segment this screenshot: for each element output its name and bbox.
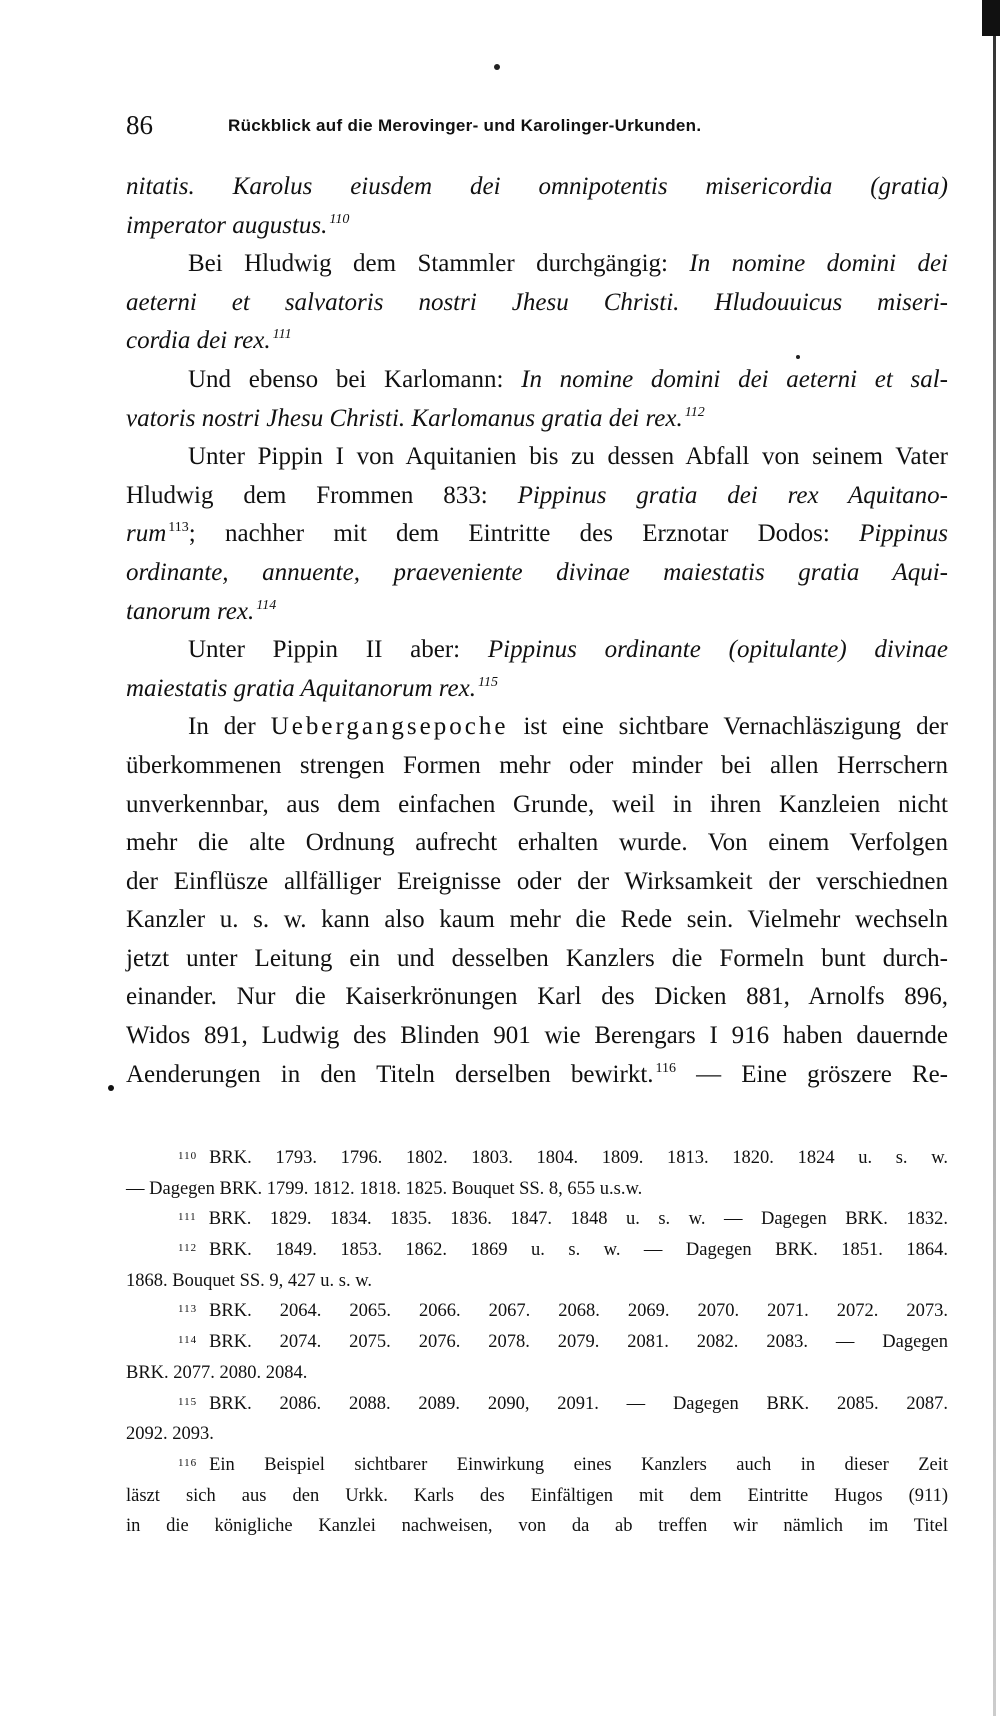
scan-edge-line: [993, 36, 996, 1716]
footnote-ref: 114: [256, 597, 277, 613]
footnote-line: in die königliche Kanzlei nachweisen, von da ab treffen wir nämlich im Titel: [126, 1516, 948, 1537]
footnote-line: $^{115}$ BRK. 2086. 2088. 2089. 2090, 2091. — Dagegen BRK. 2085. 2087.: [178, 1393, 948, 1414]
speck-top: [494, 64, 500, 70]
text-line: jetzt unter Leitung ein und desselben Kanzlers die Formeln bunt durch-: [126, 944, 948, 972]
footnote-number: 114: [178, 1334, 198, 1347]
footnote-line: $^{112}$ BRK. 1849. 1853. 1862. 1869 u. s. w. — Dagegen BRK. 1851. 1864.: [178, 1240, 948, 1261]
footnote-number: 116: [178, 1456, 198, 1469]
text-line: In der Uebergangsepoche ist eine sichtbare Vernachläszigung der: [188, 713, 949, 741]
text-line: vatoris nostri Jhesu Christi. Karlomanus gratia dei rex. $^{112}$: [126, 404, 705, 432]
text-line: Aenderungen in den Titeln derselben bewirkt. $^{116}$ — Eine gröszere Re-: [126, 1060, 948, 1088]
footnote-line: 2092. 2093.: [126, 1424, 214, 1445]
text-line: nitatis. Karolus eiusdem dei omnipotentis misericordia (gratia): [126, 173, 948, 200]
footnote-line: $^{116}$ Ein Beispiel sichtbarer Einwirkung eines Kanzlers auch in dieser Zeit: [178, 1454, 948, 1475]
text-line: aeterni et salvatoris nostri Jhesu Christi. Hludouuicus miseri-: [126, 288, 948, 316]
text-line: Widos 891, Ludwig des Blinden 901 wie Berengars I 916 haben dauernde: [126, 1022, 948, 1050]
running-title: Rückblick auf die Merovinger- und Karolinger-Urkunden.: [228, 116, 702, 135]
text-line: Kanzler u. s. w. kann also kaum mehr die Rede sein. Vielmehr wechseln: [126, 906, 948, 934]
text-line: Unter Pippin I von Aquitanien bis zu dessen Abfall von seinem Vater: [188, 443, 948, 471]
footnote-line: 1868. Bouquet SS. 9, 427 u. s. w.: [126, 1270, 373, 1291]
footnote-ref: 116: [655, 1060, 676, 1076]
footnote-number: 112: [178, 1242, 198, 1255]
text-line: ordinante, annuente, praeveniente divinae maiestatis gratia Aqui-: [126, 558, 948, 586]
footnote-number: 111: [178, 1211, 197, 1224]
footnote-line: — Dagegen BRK. 1799. 1812. 1818. 1825. Bouquet SS. 8, 655 u.s.w.: [126, 1178, 643, 1199]
text-line: imperator augustus. $^{110}$: [126, 211, 350, 239]
footnote-ref: 113: [168, 520, 189, 536]
footnote-ref: 115: [478, 674, 498, 690]
text-line: Hludwig dem Frommen 833: Pippinus gratia dei rex Aquitano-: [126, 481, 948, 509]
page-number: 86: [126, 110, 153, 140]
text-line: Und ebenso bei Karlomann: In nomine domini dei aeterni et sal-: [188, 365, 948, 393]
footnote-line: BRK. 2077. 2080. 2084.: [126, 1362, 308, 1383]
text-line: cordia dei rex. $^{111}$: [126, 327, 292, 355]
scan-edge-mark: [982, 0, 1000, 36]
footnote-ref: 111: [272, 327, 292, 343]
text-line: maiestatis gratia Aquitanorum rex. $^{115}$: [126, 674, 498, 702]
footnote-line: $^{113}$ BRK. 2064. 2065. 2066. 2067. 2068. 2069. 2070. 2071. 2072. 2073.: [178, 1301, 948, 1322]
footnote-line: läszt sich aus den Urkk. Karls des Einfältigen mit dem Eintritte Hugos (911): [126, 1485, 948, 1506]
text-line: der Einflüsze allfälliger Ereignisse oder der Wirksamkeit der verschiednen: [126, 867, 948, 895]
footnote-ref: 110: [329, 211, 350, 227]
margin-dot: [108, 1085, 114, 1091]
text-line: tanorum rex. $^{114}$: [126, 597, 277, 625]
footnote-ref: 112: [684, 404, 705, 420]
body-text: [126, 168, 948, 1094]
text-line: Bei Hludwig dem Stammler durchgängig: In nomine domini dei: [188, 250, 949, 278]
text-line: rum $^{113}$; nachher mit dem Eintritte des Erznotar Dodos: Pippinus: [126, 520, 948, 548]
text-line: Unter Pippin II aber: Pippinus ordinante (opitulante) divinae: [188, 636, 948, 664]
text-line: unverkennbar, aus dem einfachen Grunde, weil in ihren Kanzleien nicht: [126, 790, 948, 818]
footnotes: [126, 1143, 948, 1542]
footnote-line: $^{111}$ BRK. 1829. 1834. 1835. 1836. 1847. 1848 u. s. w. — Dagegen BRK. 1832.: [178, 1209, 948, 1230]
footnote-number: 115: [178, 1395, 198, 1408]
text-line: überkommenen strengen Formen mehr oder minder bei allen Herrschern: [126, 751, 948, 779]
footnote-line: $^{110}$ BRK. 1793. 1796. 1802. 1803. 1804. 1809. 1813. 1820. 1824 u. s. w.: [178, 1148, 948, 1168]
footnote-line: $^{114}$ BRK. 2074. 2075. 2076. 2078. 2079. 2081. 2082. 2083. — Dagegen: [178, 1332, 948, 1353]
footnote-number: 110: [178, 1150, 198, 1162]
footnote-number: 113: [178, 1303, 198, 1316]
text-line: einander. Nur die Kaiserkrönungen Karl des Dicken 881, Arnolfs 896,: [126, 983, 948, 1011]
text-line: mehr die alte Ordnung aufrecht erhalten wurde. Von einem Verfolgen: [126, 829, 948, 857]
